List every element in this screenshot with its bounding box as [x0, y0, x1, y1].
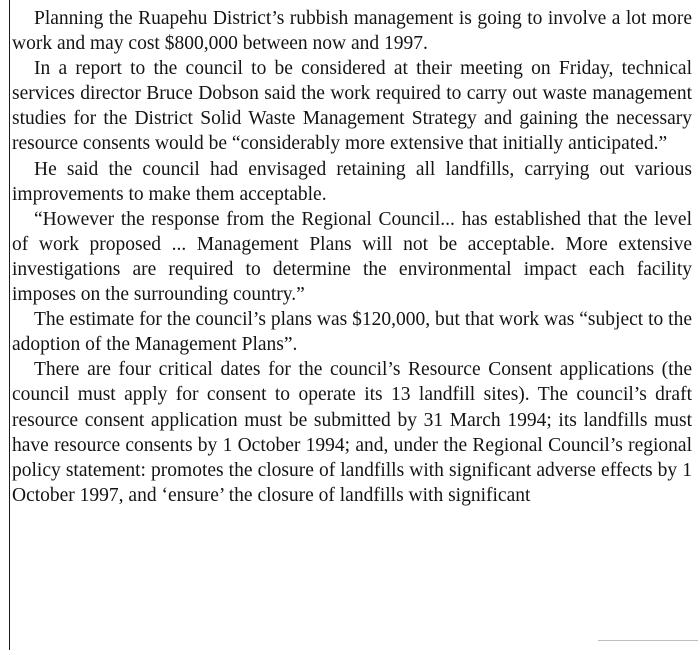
article-paragraph-4: “However the response from the Regional Council... has established that the level of work proposed ... Management Plans will not be acceptable. More extensive investigations are required to determine the environmental impact each facility imposes on the surrounding country.” — [12, 208, 692, 306]
article-paragraph-3: He said the council had envisaged retaining all landfills, carrying out various improvements to make them acceptable. — [12, 158, 692, 205]
article-paragraph-2: In a report to the council to be considered at their meeting on Friday, technical services director Bruce Dobson said the work required to carry out waste management studies for the District Solid Waste Management Strategy and gaining the necessary resource consents would be “considerably more extensive that initially anticipated.” — [12, 58, 692, 155]
article-paragraph-6: There are four critical dates for the council’s Resource Consent applications (the council must apply for consent to operate its 13 landfill sites). The council’s draft resource consent application must be submitted by 31 March 1994; its landfills must have resource consents by 1 October 1994; and, under the Regional Council’s regional policy statement: promotes the closure of landfills with significant adverse effects by 1 October 1997, and ‘ensure’ the closure of landfills with significant — [12, 359, 692, 506]
column-rule — [9, 0, 10, 650]
column-end-line — [598, 640, 698, 641]
article-paragraph-5: The estimate for the council’s plans was $120,000, but that work was “subject to the adoption of the Management Plans”. — [12, 309, 692, 356]
article-paragraph-1: Planning the Ruapehu District’s rubbish management is going to involve a lot more work and may cost $800,000 between now and 1997. — [12, 8, 692, 55]
